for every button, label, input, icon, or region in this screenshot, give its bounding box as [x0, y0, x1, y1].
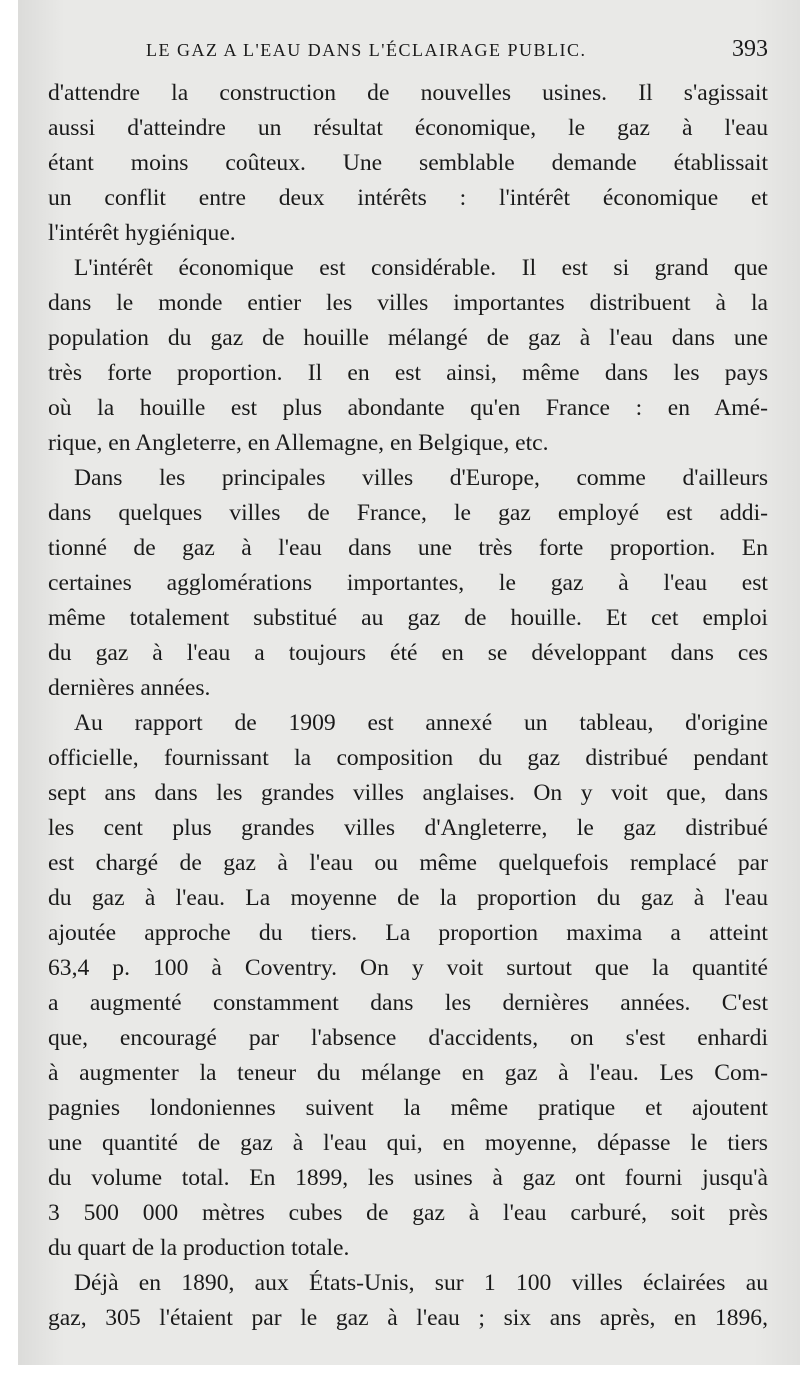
paragraph: [48, 706, 768, 1266]
text-line: officielle, fournissant la composition du gaz distribué pendant: [48, 745, 768, 771]
page-text-area: [48, 36, 768, 1336]
text-line: rique, en Angleterre, en Allemagne, en Belgique, etc.: [48, 430, 549, 456]
body-text: [48, 76, 768, 1336]
text-line: L'intérêt économique est considérable. Il est si grand que: [74, 255, 768, 281]
text-line: où la houille est plus abondante qu'en France : en Amé-: [48, 395, 768, 421]
text-line: a augmenté constamment dans les dernières années. C'est: [48, 990, 768, 1016]
text-line: du gaz à l'eau. La moyenne de la proportion du gaz à l'eau: [48, 885, 768, 911]
text-line: gaz, 305 l'étaient par le gaz à l'eau ; six ans après, en 1896,: [48, 1305, 768, 1331]
text-line: un conflit entre deux intérêts : l'intérêt économique et: [48, 185, 768, 211]
running-header: [48, 36, 768, 76]
text-line: dans le monde entier les villes importantes distribuent à la: [48, 290, 768, 316]
text-line: dans quelques villes de France, le gaz employé est addi-: [48, 500, 768, 526]
text-line: population du gaz de houille mélangé de gaz à l'eau dans une: [48, 325, 768, 351]
text-line: Déjà en 1890, aux États-Unis, sur 1 100 villes éclairées au: [74, 1270, 768, 1296]
text-line: du gaz à l'eau a toujours été en se développant dans ces: [48, 640, 768, 666]
paragraph: [48, 461, 768, 706]
text-line: même totalement substitué au gaz de houille. Et cet emploi: [48, 605, 768, 631]
text-line: pagnies londoniennes suivent la même pratique et ajoutent: [48, 1095, 768, 1121]
text-line: à augmenter la teneur du mélange en gaz à l'eau. Les Com-: [48, 1060, 768, 1086]
text-line: Dans les principales villes d'Europe, comme d'ailleurs: [74, 465, 768, 491]
text-line: tionné de gaz à l'eau dans une très forte proportion. En: [48, 535, 768, 561]
paragraph: [48, 1266, 768, 1336]
text-line: certaines agglomérations importantes, le gaz à l'eau est: [48, 570, 768, 596]
paragraph: [48, 251, 768, 461]
text-line: Au rapport de 1909 est annexé un tableau, d'origine: [74, 710, 768, 736]
text-line: les cent plus grandes villes d'Angleterre, le gaz distribué: [48, 815, 768, 841]
text-line: aussi d'atteindre un résultat économique, le gaz à l'eau: [48, 115, 768, 141]
text-line: est chargé de gaz à l'eau ou même quelquefois remplacé par: [48, 850, 768, 876]
text-line: d'attendre la construction de nouvelles usines. Il s'agissait: [48, 80, 768, 106]
text-line: très forte proportion. Il en est ainsi, même dans les pays: [48, 360, 768, 386]
text-line: dernières années.: [48, 675, 211, 701]
text-line: ajoutée approche du tiers. La proportion maxima a atteint: [48, 920, 768, 946]
page-number: 393: [732, 36, 768, 62]
book-page: [18, 0, 800, 1365]
paragraph: [48, 76, 768, 251]
text-line: l'intérêt hygiénique.: [48, 220, 236, 246]
text-line: étant moins coûteux. Une semblable demande établissait: [48, 150, 768, 176]
text-line: 63,4 p. 100 à Coventry. On y voit surtout que la quantité: [48, 955, 768, 981]
text-line: que, encouragé par l'absence d'accidents, on s'est enhardi: [48, 1025, 768, 1051]
running-title: LE GAZ A L'EAU DANS L'ÉCLAIRAGE PUBLIC.: [146, 40, 587, 60]
text-line: 3 500 000 mètres cubes de gaz à l'eau carburé, soit près: [48, 1200, 768, 1226]
text-line: du volume total. En 1899, les usines à gaz ont fourni jusqu'à: [48, 1165, 768, 1191]
text-line: du quart de la production totale.: [48, 1235, 350, 1261]
text-line: sept ans dans les grandes villes anglaises. On y voit que, dans: [48, 780, 768, 806]
text-line: une quantité de gaz à l'eau qui, en moyenne, dépasse le tiers: [48, 1130, 768, 1156]
